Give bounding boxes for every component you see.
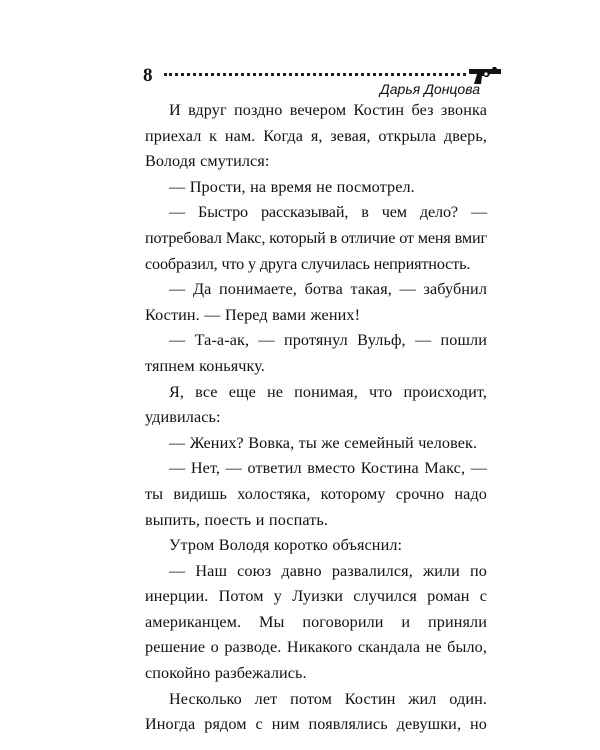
- paragraph: — Та-а-ак, — протянул Вульф, — пошли тяпнем коньячку.: [145, 331, 487, 375]
- paragraph: Утром Володя коротко объяснил:: [169, 536, 403, 555]
- paragraph: — Нет, — ответил вместо Костина Макс, — ты видишь холостяка, которому срочно надо выпить, поесть и поспать.: [145, 459, 487, 529]
- paragraph: — Да понимаете, ботва такая, — забубнил Костин. — Перед вами жених!: [145, 280, 487, 324]
- paragraph: Я, все еще не понимая, что происходит, удивилась:: [145, 382, 487, 427]
- page-header: [0, 62, 600, 96]
- paragraph: Несколько лет потом Костин жил один. Иногда рядом с ним появлялись девушки, но: [145, 689, 487, 734]
- page-number: 8: [143, 65, 153, 86]
- paragraph: И вдруг поздно вечером Костин без звонка приехал к нам. Когда я, зевая, открыла дверь, Володя смутился:: [145, 101, 487, 171]
- paragraph: — Наш союз давно развалился, жили по инерции. Потом у Луизки случился роман с американцем. Мы поговорили и приняли решение о разводе. Никакого скандала не было, спокойно разбежались.: [145, 561, 487, 683]
- page-text: [145, 98, 487, 738]
- paragraph: — Быстро рассказывай, в чем дело? — потребовал Макс, который в отличие от меня вмиг сообразил, что у друга случилась неприятность.: [145, 203, 487, 273]
- paragraph: — Прости, на время не посмотрел.: [169, 177, 415, 196]
- author-name: Дарья Донцова: [379, 81, 480, 97]
- paragraph: — Жених? Вовка, ты же семейный человек.: [169, 433, 478, 452]
- dotted-divider: [164, 73, 466, 76]
